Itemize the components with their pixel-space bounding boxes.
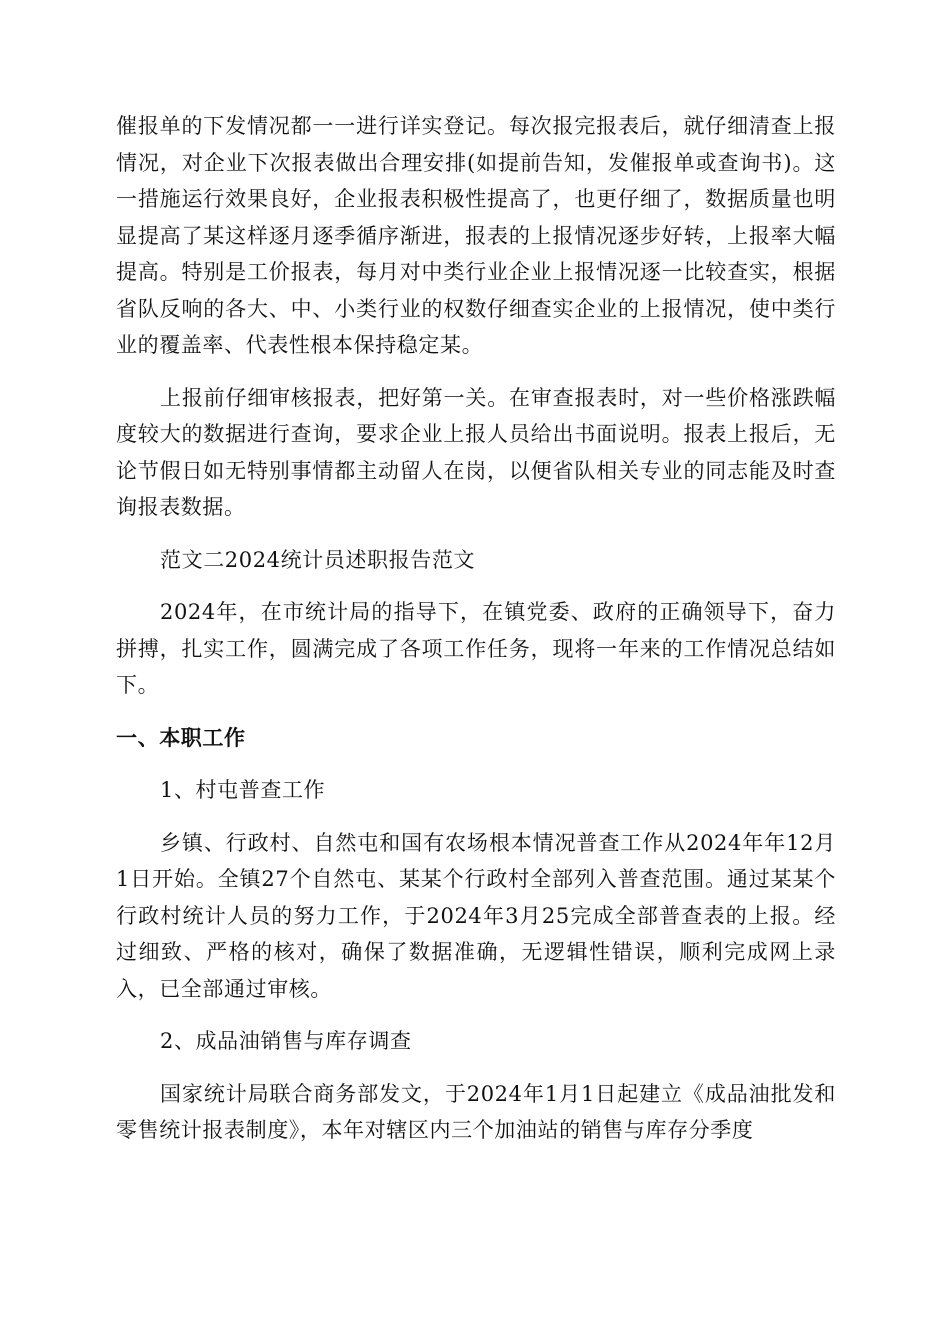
subsection-title-oil-survey: 2、成品油销售与库存调查 bbox=[160, 1029, 412, 1053]
section-heading: 一、本职工作 bbox=[116, 725, 246, 750]
paragraph-village-census: 乡镇、行政村、自然屯和国有农场根本情况普查工作从2024年年12月1日开始。全镇27个自然屯、某某个行政村全部列入普查范围。通过某某个行政村统计人员的努力工作，于2024年3月25完成全部普查表的上报。经过细致、严格的核对，确保了数据准确，无逻辑性错误，顺利完成网上录入，已全部通过审核。 bbox=[116, 830, 836, 1001]
document-body bbox=[116, 108, 836, 1165]
subsection-title-village-census: 1、村屯普查工作 bbox=[160, 778, 326, 802]
paragraph-report-tracking: 催报单的下发情况都一一进行详实登记。每次报完报表后，就仔细清查上报情况，对企业下次报表做出合理安排(如提前告知，发催报单或查询书)。这一措施运行效果良好，企业报表积极性提高了，也更仔细了，数据质量也明显提高了某这样逐月逐季循序渐进，报表的上报情况逐步好转，上报率大幅提高。特别是工价报表，每月对中类行业企业上报情况逐一比较查实，根据省队反响的各大、中、小类行业的权数仔细查实企业的上报情况，使中类行业的覆盖率、代表性根本保持稳定某。 bbox=[116, 114, 836, 357]
paragraph-sample-title: 范文二2024统计员述职报告范文 bbox=[160, 547, 476, 572]
paragraph-review-reports: 上报前仔细审核报表，把好第一关。在审查报表时，对一些价格涨跌幅度较大的数据进行查询，要求企业上报人员给出书面说明。报表上报后，无论节假日如无特别事情都主动留人在岗，以便省队相关专业的同志能及时查询报表数据。 bbox=[116, 385, 836, 519]
paragraph-oil-survey: 国家统计局联合商务部发文，于2024年1月1日起建立《成品油批发和零售统计报表制度》，本年对辖区内三个加油站的销售与库存分季度 bbox=[116, 1081, 836, 1142]
paragraph-intro: 2024年，在市统计局的指导下，在镇党委、政府的正确领导下，奋力拼搏，扎实工作，圆满完成了各项工作任务，现将一年来的工作情况总结如下。 bbox=[116, 600, 836, 697]
